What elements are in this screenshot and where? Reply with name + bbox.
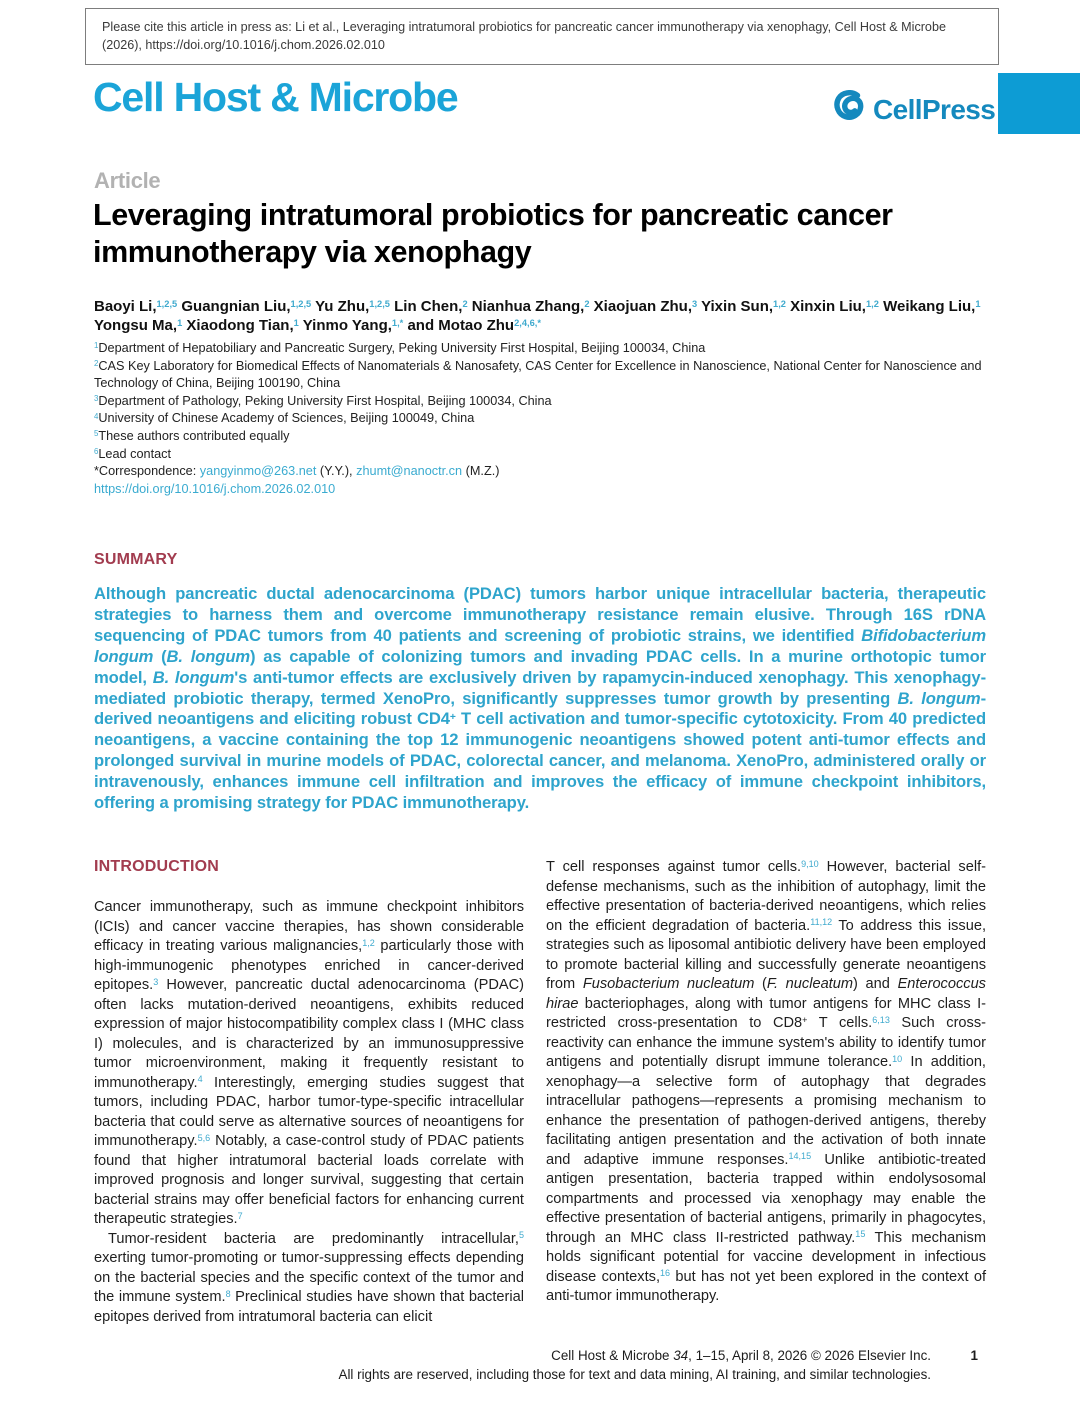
citation-ref[interactable]: 2 xyxy=(462,298,468,309)
footer-rights: All rights are reserved, including those for text and data mining, AI training, and similar technologies. xyxy=(338,1366,931,1382)
affiliation-line-2: $^2$CAS Key Laboratory for Biomedical Effects of Nanomaterials & Nanosafety, CAS Center for Excellence in Nanoscience, National Center for Nanoscience and Technology of China, Beijing 100190, China xyxy=(94,358,982,391)
italic-text: Enterococcus hirae xyxy=(546,976,986,1012)
italic-text: B. longum xyxy=(897,688,981,708)
citation-ref[interactable]: 8 xyxy=(225,1288,231,1299)
citation-ref[interactable]: 11,12 xyxy=(810,917,833,928)
intro-left-column xyxy=(94,898,524,1327)
citation-ref[interactable]: 1,2 xyxy=(362,937,375,948)
superscript-text: + xyxy=(449,711,456,723)
corner-banner xyxy=(998,73,1080,134)
citation-ref[interactable]: 15 xyxy=(855,1229,866,1240)
equal-contribution-note: $^5$These authors contributed equally xyxy=(94,428,290,443)
citation-ref[interactable]: 7 xyxy=(237,1210,243,1221)
citation-ref[interactable]: 5 xyxy=(518,1230,524,1241)
cellpress-swirl-icon xyxy=(832,90,866,129)
citation-ref[interactable]: 1,2 xyxy=(865,298,879,309)
citation-ref[interactable]: 2 xyxy=(94,359,99,369)
citation-notice-box xyxy=(85,8,999,65)
citation-notice-text: Please cite this article in press as: Li et al., Leveraging intratumoral probiotics for pancreatic cancer immunotherapy via xenophagy, Cell Host & Microbe (2026), https://doi.org/10.1016/j.chom.2026.02.010 xyxy=(102,20,946,52)
affiliation-line-3: $^3$Department of Pathology, Peking University First Hospital, Beijing 100034, China xyxy=(94,393,552,408)
italic-text: 34 xyxy=(673,1348,689,1363)
citation-ref[interactable]: 1 xyxy=(975,298,981,309)
italic-text: F. nucleatum xyxy=(766,976,854,992)
citation-ref[interactable]: 1,2,5 xyxy=(156,298,178,309)
article-type-label: Article xyxy=(94,168,161,193)
citation-ref[interactable]: 6 xyxy=(94,447,99,457)
citation-ref[interactable]: 16 xyxy=(660,1268,671,1279)
citation-ref[interactable]: 3 xyxy=(153,976,159,987)
citation-ref[interactable]: 14,15 xyxy=(788,1151,812,1162)
footer-citation: Cell Host & Microbe 34, 1–15, April 8, 2026 © 2026 Elsevier Inc. xyxy=(551,1348,931,1363)
citation-ref[interactable]: 6,13 xyxy=(872,1014,890,1025)
intro-paragraph-2: Tumor-resident bacteria are predominantly intracellular,$^5$ exerting tumor-promoting or tumor-suppressing effects depending on the bacterial species and the specific context of the tumor and the immune system.$^8$ Preclinical studies have shown that bacterial epitopes derived from intratumoral bacteria can elicit xyxy=(94,1230,524,1325)
citation-ref[interactable]: 5,6 xyxy=(197,1132,211,1143)
introduction-heading: INTRODUCTION xyxy=(94,858,220,875)
citation-ref[interactable]: 3 xyxy=(94,394,99,404)
citation-ref[interactable]: 3 xyxy=(692,298,698,309)
doi-line xyxy=(94,481,986,499)
hyperlink[interactable]: zhumt@nanoctr.cn xyxy=(356,464,463,479)
hyperlink[interactable]: yangyinmo@263.net xyxy=(199,464,317,479)
cellpress-logo xyxy=(832,90,995,129)
citation-ref[interactable]: 2 xyxy=(584,298,590,309)
citation-ref[interactable]: 4 xyxy=(94,411,99,421)
citation-ref[interactable]: 1,2 xyxy=(773,298,786,309)
citation-ref[interactable]: 1 xyxy=(94,341,99,351)
citation-ref[interactable]: 1 xyxy=(293,317,299,328)
affiliations-block xyxy=(94,340,986,498)
journal-title: Cell Host & Microbe xyxy=(93,74,458,120)
intro-right-column xyxy=(546,858,986,1307)
summary-heading: SUMMARY xyxy=(94,551,178,568)
citation-ref[interactable]: 1,2,5 xyxy=(290,298,312,309)
citation-ref[interactable]: 1 xyxy=(177,317,183,328)
citation-ref[interactable]: 5 xyxy=(94,429,99,439)
citation-ref[interactable]: 9,10 xyxy=(801,858,819,869)
italic-text: Fusobacterium nucleatum xyxy=(582,976,755,992)
correspondence-line: *Correspondence: yangyinmo@263.net (Y.Y.), zhumt@nanoctr.cn (M.Z.) xyxy=(94,464,500,479)
author-list: Baoyi Li,$^{1,2,5}$ Guangnian Liu,$^{1,2,5}$ Yu Zhu,$^{1,2,5}$ Lin Chen,$^2$ Nianhua Zhang,$^2$ Xiaojuan Zhu,$^3$ Yixin Sun,$^{1,2}$ Xinxin Liu,$^{1,2}$ Weikang Liu,$^1$ Yongsu Ma,$^1$ Xiaodong Tian,$^1$ Yinmo Yang,$^{1,*}$ and Motao Zhu$^{2,4,6,*}$ xyxy=(94,298,981,334)
citation-ref[interactable]: 2,4,6,* xyxy=(514,317,541,328)
intro-paragraph-3: T cell responses against tumor cells.$^{9,10}$ However, bacterial self-defense mechanisms, such as the inhibition of autophagy, limit the effective presentation of bacteria-derived neoantigens, which relies on the efficient degradation of bacteria.$^{11,12}$ To address this issue, strategies such as liposomal antibiotic delivery have been employed to promote bacterial killing and successfully generate neoantigens from Fusobacterium nucleatum (F. nucleatum) and Enterococcus hirae bacteriophages, along with tumor antigens for MHC class I-restricted cross-presentation to CD8+ T cells.$^{6,13}$ Such cross-reactivity can enhance the immune system's ability to identify tumor antigens and potentially disrupt immune tolerance.$^{10}$ In addition, xenophagy—a selective form of autophagy that degrades intracellular pathogens—represents a promising mechanism to enhance the presentation of pathogen-derived antigens, thereby facilitating antigen presentation and the activation of both innate and adaptive immune responses.$^{14,15}$ Unlike antibiotic-treated antigen presentation, bacteria trapped within endolysosomal compartments and processed via xenophagy may enable the effective presentation of bacterial antigens, primarily in phagocytes, through an MHC class II-restricted pathway.$^{15}$ This mechanism holds significant potential for vaccine development in infectious disease contexts,$^{16}$ but has not yet been explored in the context of anti-tumor immunotherapy. xyxy=(546,858,987,1304)
italic-text: Bifidobacterium longum xyxy=(94,625,986,666)
affiliation-line-4: $^4$University of Chinese Academy of Sciences, Beijing 100049, China xyxy=(94,411,475,426)
italic-text: B. longum xyxy=(166,646,251,666)
citation-ref[interactable]: 1,* xyxy=(391,317,404,328)
citation-ref[interactable]: 10 xyxy=(892,1053,903,1064)
hyperlink[interactable]: https://doi.org/10.1016/j.chom.2026.02.010 xyxy=(94,481,336,496)
summary-text: Although pancreatic ductal adenocarcinoma (PDAC) tumors harbor unique intracellular bacteria, therapeutic strategies to harness them and overcome immunotherapy resistance remain elusive. Through 16S rDNA sequencing of PDAC tumors from 40 patients and screening of probiotic strains, we identified Bifidobacterium longum (B. longum) as capable of colonizing tumors and invading PDAC cells. In a murine orthotopic tumor model, B. longum's anti-tumor effects are exclusively driven by rapamycin-induced xenophagy. This xenophagy-mediated probiotic therapy, termed XenoPro, significantly suppresses tumor growth by presenting B. longum-derived neoantigens and eliciting robust CD4+ T cell activation and tumor-specific cytotoxicity. From 40 predicted neoantigens, a vaccine containing the top 12 immunogenic neoantigens showed potent anti-tumor effects and prolonged survival in murine models of PDAC, colorectal cancer, and melanoma. XenoPro, administered orally or intravenously, enhances immune cell infiltration and improves the efficacy of immune checkpoint inhibitors, offering a promising strategy for PDAC immunotherapy. xyxy=(94,584,987,813)
lead-contact-note: $^6$Lead contact xyxy=(94,446,172,461)
italic-text: B. longum xyxy=(152,667,235,687)
citation-ref[interactable]: 1,2,5 xyxy=(369,298,390,309)
footer-page-number: 1 xyxy=(970,1348,978,1363)
paper-title: Leveraging intratumoral probiotics for pancreatic cancer immunotherapy via xenophagy xyxy=(93,198,893,269)
superscript-text: + xyxy=(802,1014,808,1025)
intro-paragraph-1: Cancer immunotherapy, such as immune checkpoint inhibitors (ICIs) and cancer vaccine therapies, has shown considerable efficacy in treating various malignancies,$^{1,2}$ particularly those with high-immunogenic phenotypes enriched in cancer-derived epitopes.$^3$ However, pancreatic ductal adenocarcinoma (PDAC) often lacks mutation-derived neoantigens, exhibits reduced expression of major histocompatibility complex class I (MHC class I) molecules, and is characterized by an immunosuppressive tumor microenvironment, making it frequently resistant to immunotherapy.$^4$ Interestingly, emerging studies suggest that tumors, including PDAC, harbor tumor-type-specific intracellular bacteria that could serve as alternative sources of neoantigens for immunotherapy.$^{5,6}$ Notably, a case-control study of PDAC patients found that higher intratumoral bacterial loads correlate with improved prognosis and longer survival, suggesting that certain bacterial strains may offer beneficial factors for enhancing current therapeutic strategies.$^7$ xyxy=(94,899,524,1227)
page-footer xyxy=(94,1347,986,1384)
cellpress-wordmark: CellPress xyxy=(873,93,996,125)
affiliation-line-1: $^1$Department of Hepatobiliary and Pancreatic Surgery, Peking University First Hospital, Beijing 100034, China xyxy=(94,341,706,355)
citation-ref[interactable]: 4 xyxy=(197,1074,203,1085)
